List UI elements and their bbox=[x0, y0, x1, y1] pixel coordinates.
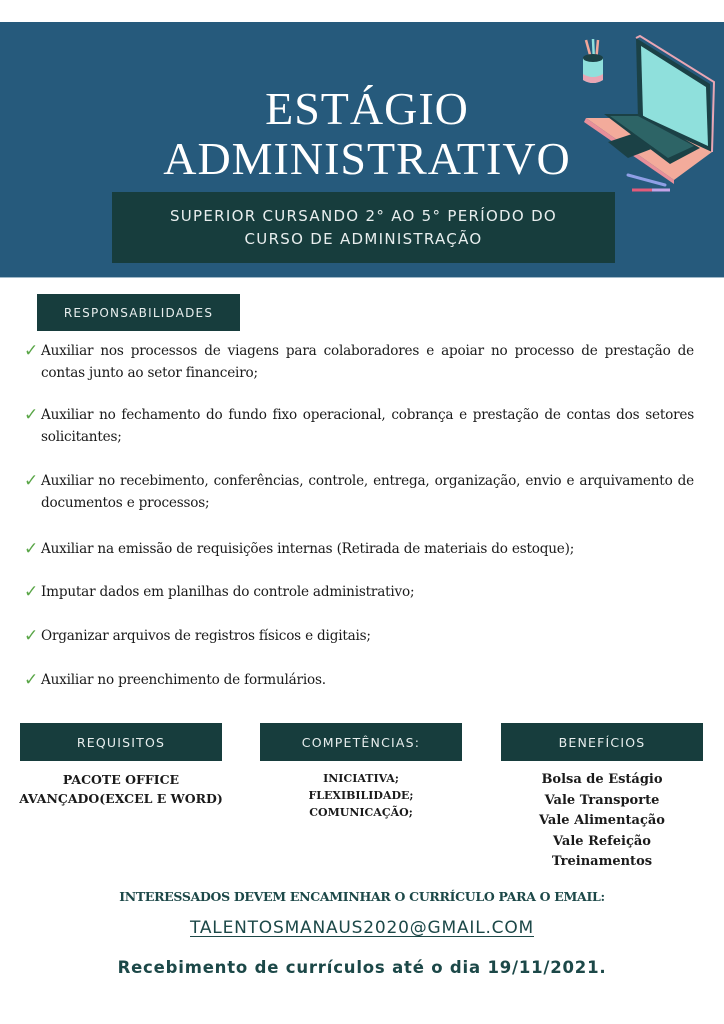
subtitle-box bbox=[112, 192, 615, 263]
competencies-content bbox=[260, 770, 462, 821]
list-item bbox=[24, 340, 694, 384]
benefits-content bbox=[501, 770, 703, 873]
check-mark-icon: ✓ bbox=[24, 670, 39, 690]
requirement-line: PACOTE OFFICE bbox=[62, 772, 180, 787]
subtitle-line-2: CURSO DE ADMINISTRAÇÃO bbox=[244, 229, 483, 248]
check-mark-icon: ✓ bbox=[24, 582, 39, 602]
responsibility-text: Organizar arquivos de registros físicos e digitais; bbox=[41, 628, 371, 644]
contact-instruction: INTERESSADOS DEVEM ENCAMINHAR O CURRÍCULO PARA O EMAIL: bbox=[119, 889, 605, 904]
requirements-content bbox=[10, 770, 232, 808]
list-item bbox=[24, 538, 694, 560]
competency-line: INICIATIVA; bbox=[323, 772, 399, 785]
benefit-line: Treinamentos bbox=[551, 854, 653, 869]
responsibility-text: Imputar dados em planilhas do controle administrativo; bbox=[41, 584, 415, 600]
competencies-heading: COMPETÊNCIAS: bbox=[260, 723, 462, 761]
responsibility-text: Auxiliar no fechamento do fundo fixo operacional, cobrança e prestação de contas dos setores solicitantes; bbox=[41, 407, 694, 445]
check-mark-icon: ✓ bbox=[24, 471, 39, 491]
responsibilities-heading: RESPONSABILIDADES bbox=[37, 294, 240, 331]
laptop-illustration-icon bbox=[570, 30, 720, 200]
title-line-2: ADMINISTRATIVO bbox=[163, 133, 571, 184]
responsibility-text: Auxiliar no preenchimento de formulários. bbox=[41, 672, 326, 688]
benefit-line: Vale Alimentação bbox=[539, 813, 665, 828]
title-line-1: ESTÁGIO bbox=[265, 83, 469, 134]
laptop-icon bbox=[584, 36, 714, 184]
responsibility-text: Auxiliar no recebimento, conferências, controle, entrega, organização, envio e arquivamento de documentos e processos; bbox=[41, 473, 694, 511]
list-item bbox=[24, 669, 694, 691]
benefit-line: Vale Refeição bbox=[553, 833, 651, 849]
check-mark-icon: ✓ bbox=[24, 539, 39, 559]
competency-line: COMUNICAÇÃO; bbox=[309, 806, 413, 819]
requirements-heading: REQUISITOS bbox=[20, 723, 222, 761]
deadline-text: Recebimento de currículos até o dia 19/11/2021. bbox=[117, 958, 607, 977]
check-mark-icon: ✓ bbox=[24, 405, 39, 425]
check-mark-icon: ✓ bbox=[24, 341, 39, 361]
competency-line: FLEXIBILIDADE; bbox=[308, 789, 414, 802]
list-item bbox=[24, 625, 694, 647]
pencil-cup-icon bbox=[583, 39, 603, 83]
benefit-line: Bolsa de Estágio bbox=[541, 772, 663, 787]
list-item bbox=[24, 470, 694, 514]
list-item bbox=[24, 581, 694, 603]
benefits-heading: BENEFÍCIOS bbox=[501, 723, 703, 761]
pens-icon bbox=[628, 175, 670, 190]
check-mark-icon: ✓ bbox=[24, 626, 39, 646]
contact-email-link[interactable]: TALENTOSMANAUS2020@GMAIL.COM bbox=[190, 918, 534, 938]
subtitle-line-1: SUPERIOR CURSANDO 2° AO 5° PERÍODO DO bbox=[169, 206, 558, 225]
responsibility-text: Auxiliar na emissão de requisições internas (Retirada de materiais do estoque); bbox=[41, 541, 575, 557]
list-item bbox=[24, 404, 694, 448]
responsibility-text: Auxiliar nos processos de viagens para colaboradores e apoiar no processo de prestação de contas junto ao setor financeiro; bbox=[41, 343, 694, 381]
benefit-line: Vale Transporte bbox=[544, 792, 660, 808]
requirement-line: AVANÇADO(EXCEL E WORD) bbox=[19, 791, 223, 806]
